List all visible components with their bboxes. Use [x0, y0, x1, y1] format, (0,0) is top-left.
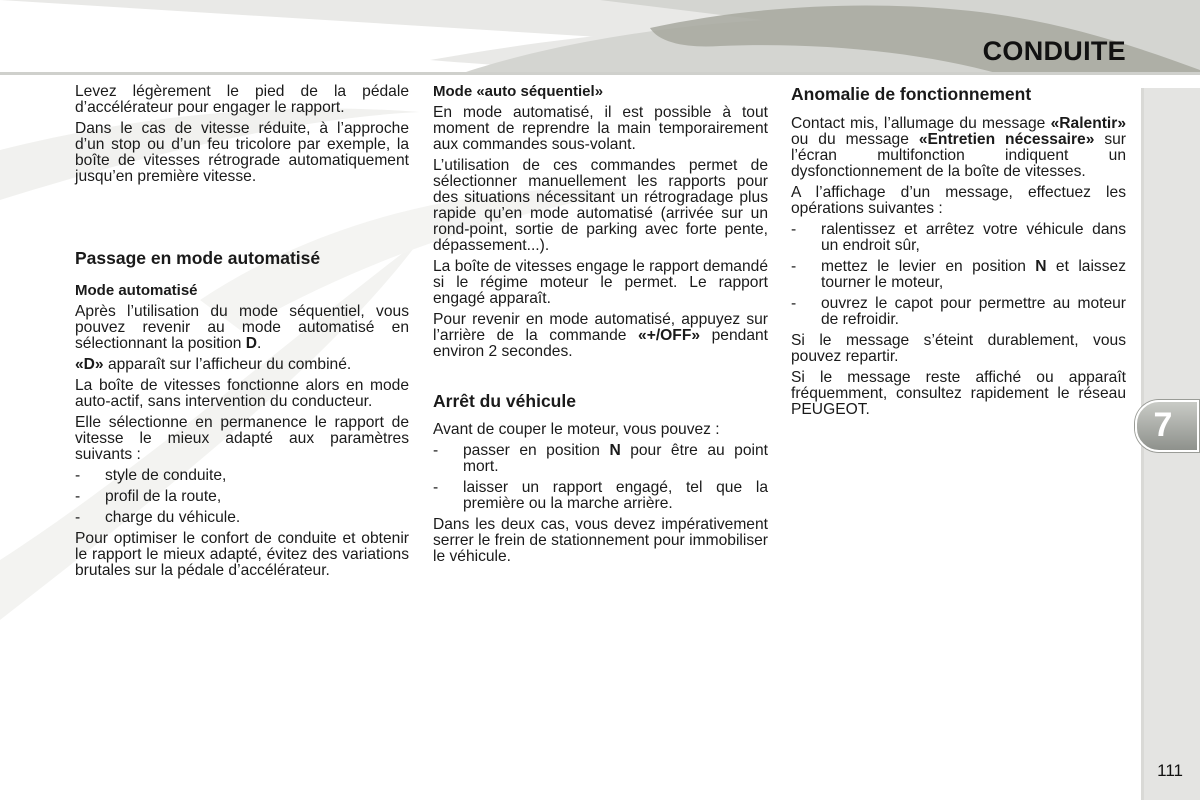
paragraph: Dans les deux cas, vous devez impérativement serrer le frein de stationnement pour immobiliser le véhicule.: [433, 516, 768, 565]
column-right: [791, 84, 1126, 423]
paragraph: Si le message reste affiché ou apparaît fréquemment, consultez rapidement le réseau PEUGEOT.: [791, 369, 1126, 418]
paragraph: La boîte de vitesses fonctionne alors en mode auto-actif, sans intervention du conducteur.: [75, 377, 409, 410]
paragraph: La boîte de vitesses engage le rapport demandé si le régime moteur le permet. Le rapport engagé apparaît.: [433, 258, 768, 307]
list-item: - ralentissez et arrêtez votre véhicule dans un endroit sûr,: [791, 221, 1126, 254]
chapter-number: 7: [1153, 406, 1173, 444]
column-middle: [433, 84, 768, 570]
paragraph: Si le message s’éteint durablement, vous pouvez repartir.: [791, 332, 1126, 365]
list-item: - laisser un rapport engagé, tel que la première ou la marche arrière.: [433, 479, 768, 512]
paragraph: Dans le cas de vitesse réduite, à l’approche d’un stop ou d’un feu tricolore par exemple, la boîte de vitesses rétrograde automatiquement jusqu’en première vitesse.: [75, 120, 409, 185]
paragraph: Contact mis, l’allumage du message «Ralentir» ou du message «Entretien nécessaire» sur l’écran multifonction indiquent un dysfonctionnement de la boîte de vitesses.: [791, 115, 1126, 180]
subheading-mode-automatise: Mode automatisé: [75, 282, 198, 299]
paragraph: A l’affichage d’un message, effectuez les opérations suivantes :: [791, 184, 1126, 217]
page-title: CONDUITE: [982, 36, 1126, 66]
section-heading-anomalie: Anomalie de fonctionnement: [791, 84, 1032, 104]
subheading-auto-sequentiel: Mode «auto séquentiel»: [433, 83, 604, 100]
section-heading-arret: Arrêt du véhicule: [433, 391, 576, 411]
paragraph: En mode automatisé, il est possible à tout moment de reprendre la main temporairement aux commandes sous-volant.: [433, 104, 768, 153]
section-heading-passage-auto: Passage en mode automatisé: [75, 248, 321, 268]
list-item: - passer en position N pour être au point mort.: [433, 442, 768, 475]
column-left: [75, 84, 409, 584]
header-bottom-line: [0, 72, 1200, 75]
paragraph: Après l’utilisation du mode séquentiel, vous pouvez revenir au mode automatisé en sélectionnant la position D.: [75, 303, 409, 352]
list-item: - mettez le levier en position N et laissez tourner le moteur,: [791, 258, 1126, 291]
list-item: - profil de la route,: [75, 488, 222, 505]
paragraph: L’utilisation de ces commandes permet de sélectionner manuellement les rapports pour des situations nécessitant un rétrogradage plus rapide qu’en mode automatisé (arrivée sur un rond-point, sortie de parking avec forte pente, dépassement...).: [433, 157, 768, 254]
paragraph: Levez légèrement le pied de la pédale d’accélérateur pour engager le rapport.: [75, 83, 409, 116]
list-item: - charge du véhicule.: [75, 509, 241, 526]
paragraph: «D» apparaît sur l’afficheur du combiné.: [75, 356, 352, 373]
paragraph: Pour revenir en mode automatisé, appuyez sur l’arrière de la commande «+/OFF» pendant environ 2 secondes.: [433, 311, 768, 360]
paragraph: Avant de couper le moteur, vous pouvez :: [433, 421, 720, 438]
list-item: - ouvrez le capot pour permettre au moteur de refroidir.: [791, 295, 1126, 328]
paragraph: Elle sélectionne en permanence le rapport de vitesse le mieux adapté aux paramètres suivants :: [75, 414, 409, 463]
page-number: 111: [1157, 761, 1183, 780]
list-item: - style de conduite,: [75, 467, 227, 484]
paragraph: Pour optimiser le confort de conduite et obtenir le rapport le mieux adapté, évitez des variations brutales sur la pédale d’accélérateur.: [75, 530, 409, 579]
